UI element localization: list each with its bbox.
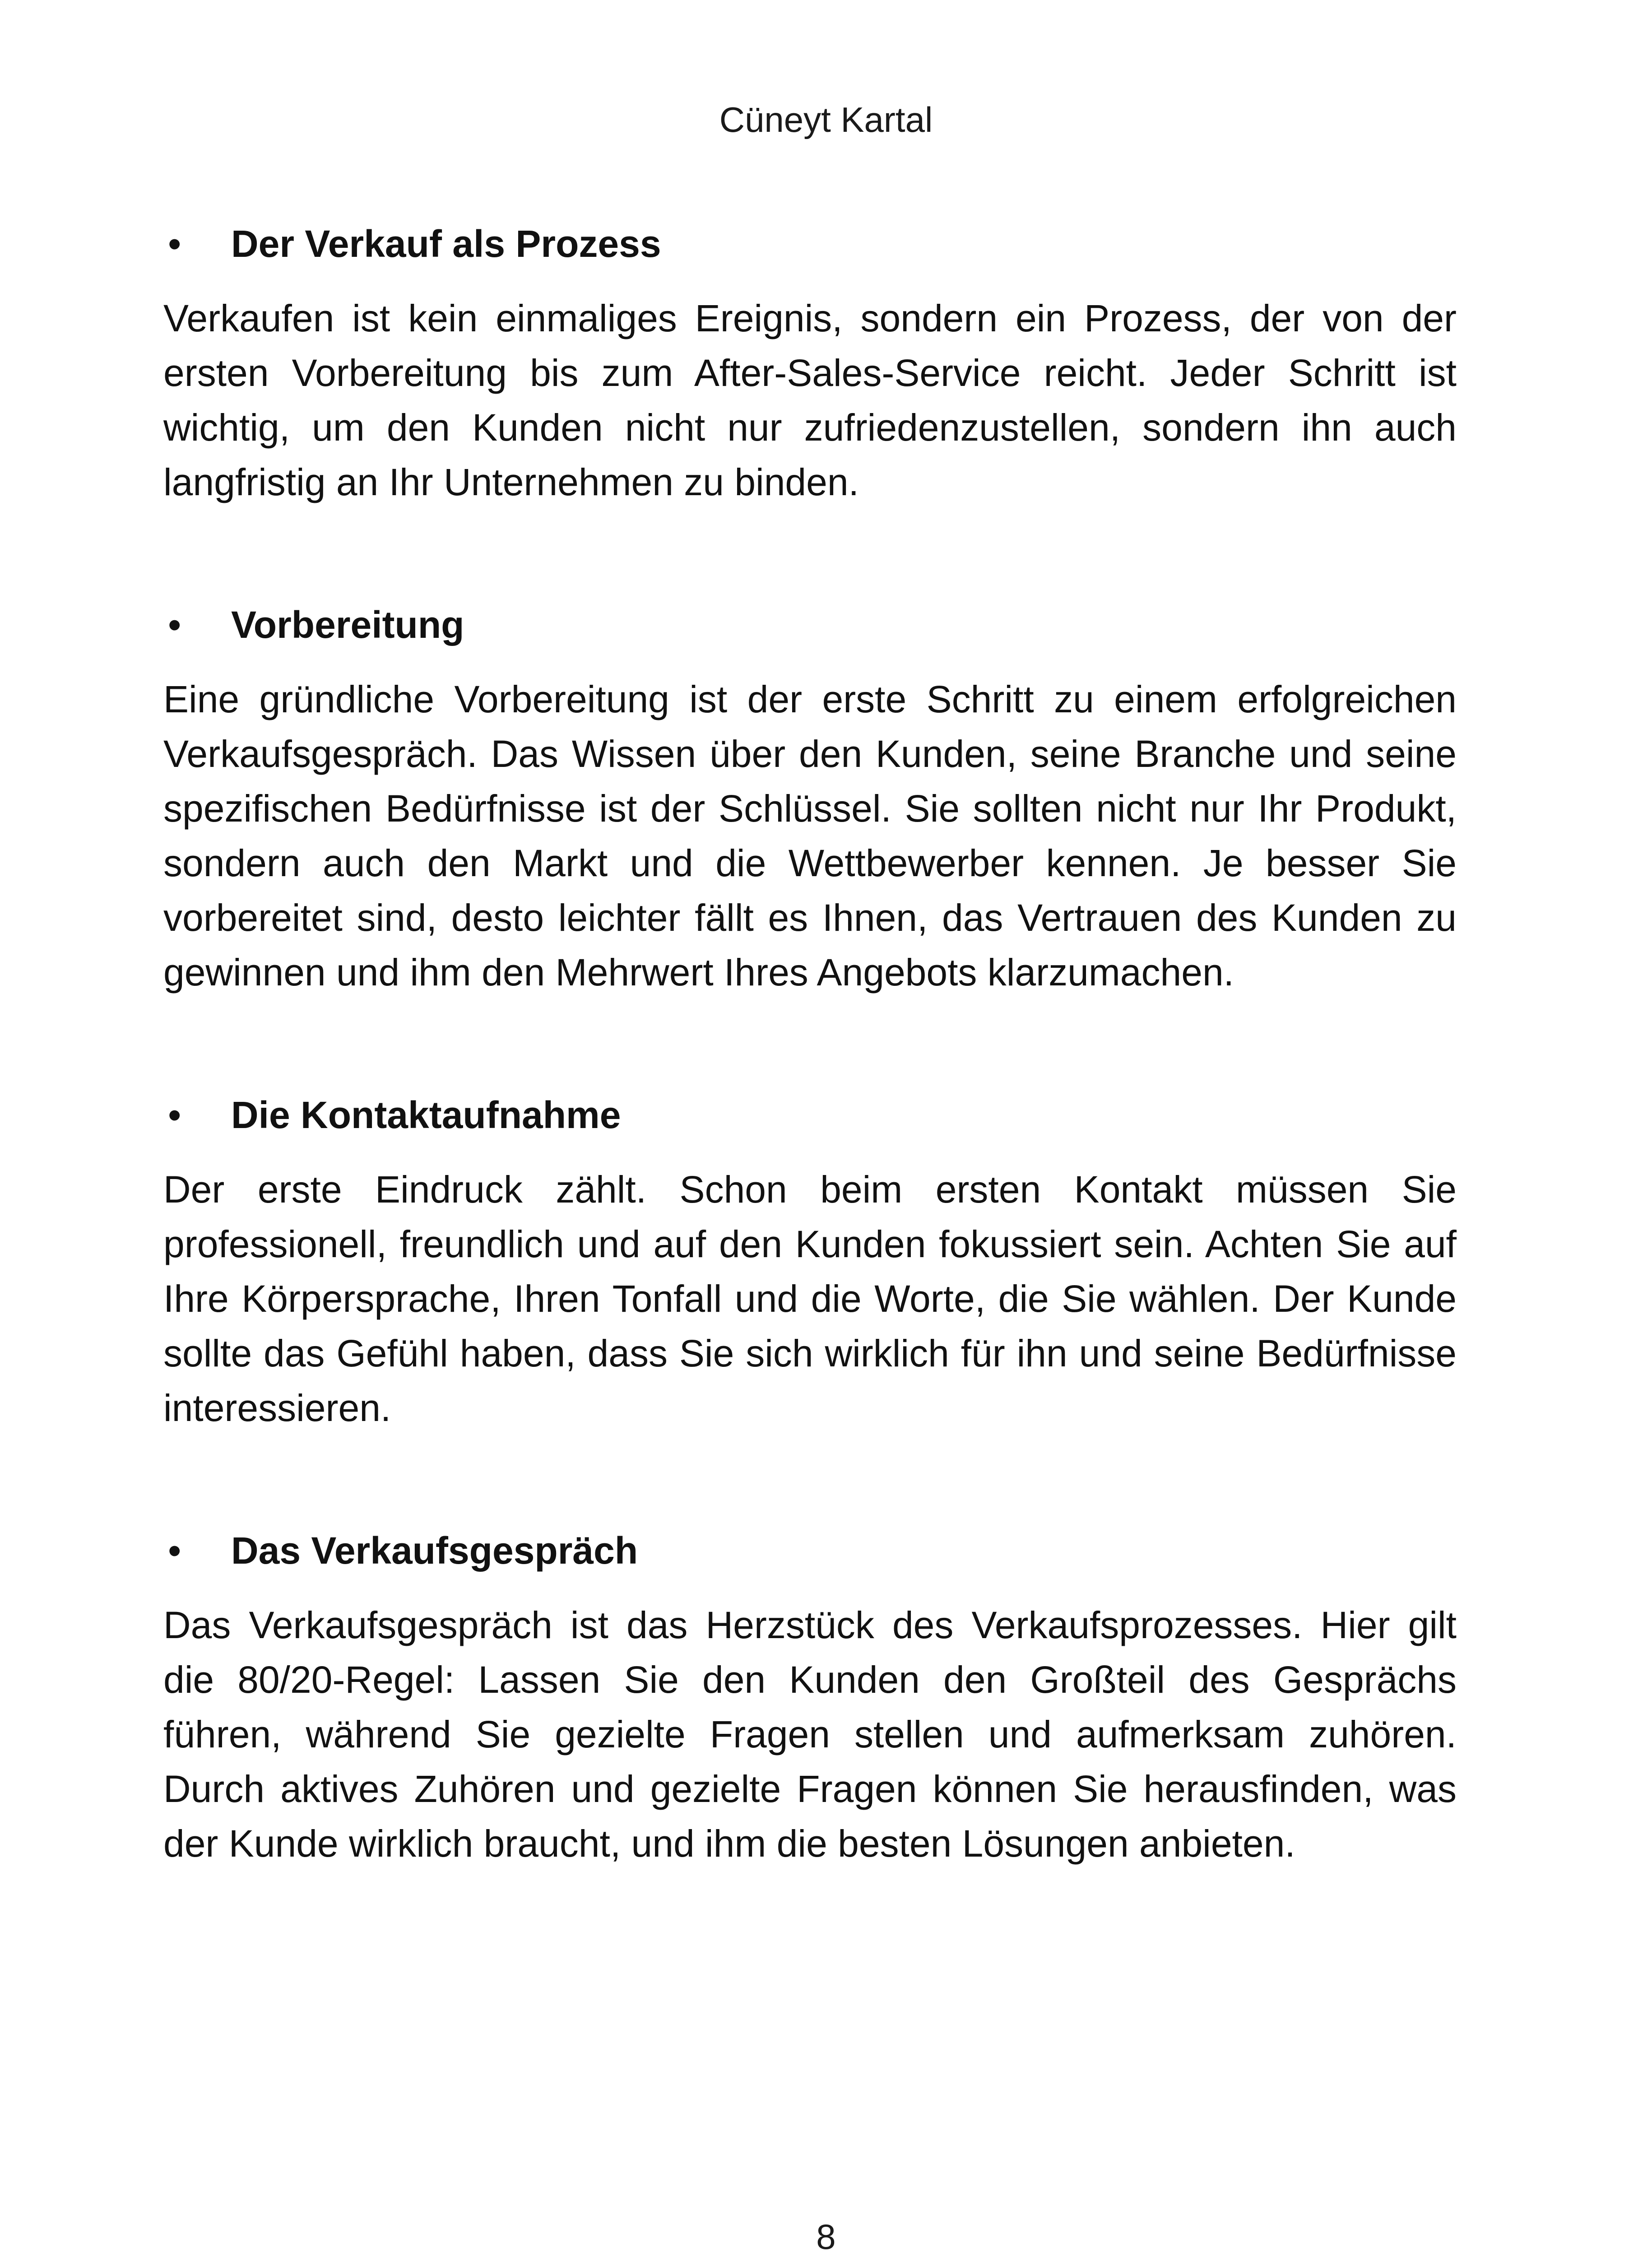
page-content xyxy=(163,212,1457,1871)
section-verkauf-als-prozess xyxy=(163,212,1457,510)
section-heading-text: Das Verkaufsgespräch xyxy=(231,1529,638,1572)
bullet-icon: • xyxy=(168,1094,181,1136)
section-heading xyxy=(163,212,1457,275)
section-vorbereitung xyxy=(163,593,1457,1000)
section-heading xyxy=(163,1083,1457,1147)
section-heading xyxy=(163,593,1457,656)
section-heading-text: Vorbereitung xyxy=(231,604,464,646)
running-header-author: Cüneyt Kartal xyxy=(719,100,933,139)
section-heading xyxy=(163,1519,1457,1582)
section-paragraph: Der erste Eindruck zählt. Schon beim ersten Kontakt müssen Sie professionell, freundlich und auf den Kunden fokussiert sein. Achten Sie auf Ihre Körpersprache, Ihren Tonfall und die Worte, die Sie wählen. Der Kunde sollte das Gefühl haben, dass Sie sich wirklich für ihn und seine Bedürfnisse interessieren. xyxy=(163,1168,1457,1429)
section-paragraph: Verkaufen ist kein einmaliges Ereignis, sondern ein Prozess, der von der ersten Vorbereitung bis zum After-Sales-Service reicht. Jeder Schritt ist wichtig, um den Kunden nicht nur zufriedenzustellen, sondern ihn auch langfristig an Ihr Unternehmen zu binden. xyxy=(163,297,1457,503)
bullet-icon: • xyxy=(168,1529,181,1572)
bullet-icon: • xyxy=(168,604,181,646)
section-heading-text: Der Verkauf als Prozess xyxy=(231,223,661,265)
page-number: 8 xyxy=(816,2217,836,2257)
section-paragraph: Das Verkaufsgespräch ist das Herzstück des Verkaufsprozesses. Hier gilt die 80/20-Regel: Lassen Sie den Kunden den Großteil des Gesprächs führen, während Sie gezielte Fragen stellen und aufmerksam zuhören. Durch aktives Zuhören und gezielte Fragen können Sie herausfinden, was der Kunde wirklich braucht, und ihm die besten Lösungen anbieten. xyxy=(163,1604,1457,1865)
section-paragraph: Eine gründliche Vorbereitung ist der erste Schritt zu einem erfolgreichen Verkaufsgespräch. Das Wissen über den Kunden, seine Branche und seine spezifischen Bedürfnisse ist der Schlüssel. Sie sollten nicht nur Ihr Produkt, sondern auch den Markt und die Wettbewerber kennen. Je besser Sie vorbereitet sind, desto leichter fällt es Ihnen, das Vertrauen des Kunden zu gewinnen und ihm den Mehrwert Ihres Angebots klarzumachen. xyxy=(163,678,1457,994)
section-heading-text: Die Kontaktaufnahme xyxy=(231,1094,621,1136)
section-kontaktaufnahme xyxy=(163,1083,1457,1435)
section-verkaufsgespraech xyxy=(163,1519,1457,1871)
bullet-icon: • xyxy=(168,223,181,265)
